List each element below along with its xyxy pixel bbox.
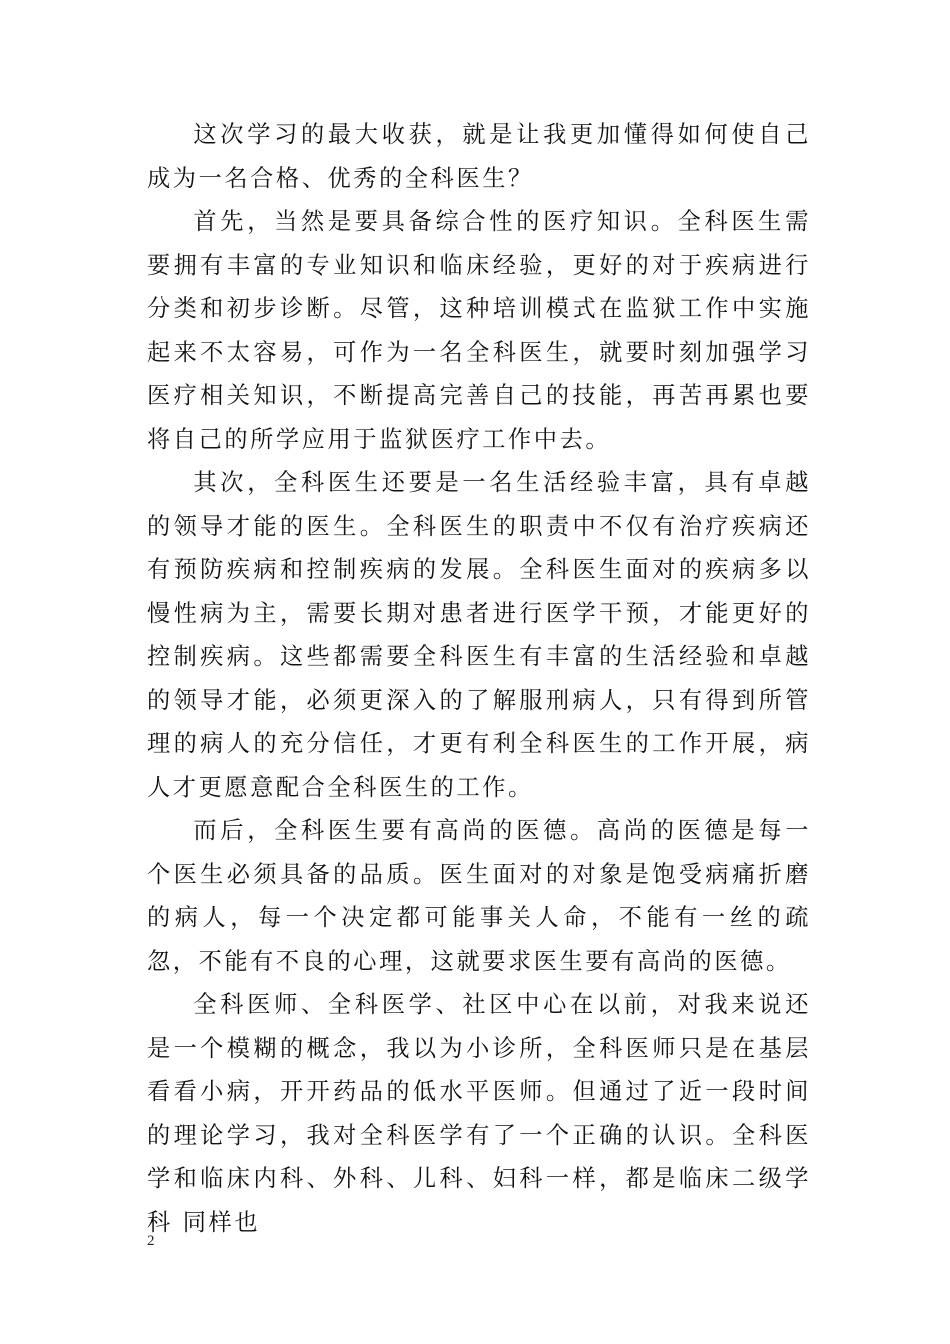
paragraph-3: 其次，全科医生还要是一名生活经验丰富，具有卓越的领导才能的医生。全科医生的职责中不仅有治疗疾病还有预防疾病和控制疾病的发展。全科医生面对的疾病多以慢性病为主，需要长期对患者进行医学干预，才能更好的控制疾病。这些都需要全科医生有丰富的生活经验和卓越的领导才能，必须更深入的了解服刑病人，只有得到所管理的病人的充分信任，才更有利全科医生的工作开展，病人才更愿意配合全科医生的工作。 xyxy=(147,469,811,801)
page-number: 2 xyxy=(147,1233,155,1249)
paragraph-4: 而后，全科医生要有高尚的医德。高尚的医德是每一个医生必须具备的品质。医生面对的对象是饱受病痛折磨的病人，每一个决定都可能事关人命，不能有一丝的疏忽，不能有不良的心理，这就要求医生要有高尚的医德。 xyxy=(147,817,811,975)
document-body xyxy=(147,113,811,1244)
paragraph-2: 首先，当然是要具备综合性的医疗知识。全科医生需要拥有丰富的专业知识和临床经验，更好的对于疾病进行分类和初步诊断。尽管，这种培训模式在监狱工作中实施起来不太容易，可作为一名全科医生，就要时刻加强学习医疗相关知识，不断提高完善自己的技能，再苦再累也要将自己的所学应用于监狱医疗工作中去。 xyxy=(147,208,811,453)
paragraph-1: 这次学习的最大收获，就是让我更加懂得如何使自己成为一名合格、优秀的全科医生？ xyxy=(147,121,811,192)
paragraph-5: 全科医师、全科医学、社区中心在以前，对我来说还是一个模糊的概念，我以为小诊所，全科医师只是在基层看看小病，开开药品的低水平医师。但通过了近一段时间的理论学习，我对全科医学有了一个正确的认识。全科医学和临床内科、外科、儿科、妇科一样，都是临床二级学科 同样也 xyxy=(147,991,811,1236)
